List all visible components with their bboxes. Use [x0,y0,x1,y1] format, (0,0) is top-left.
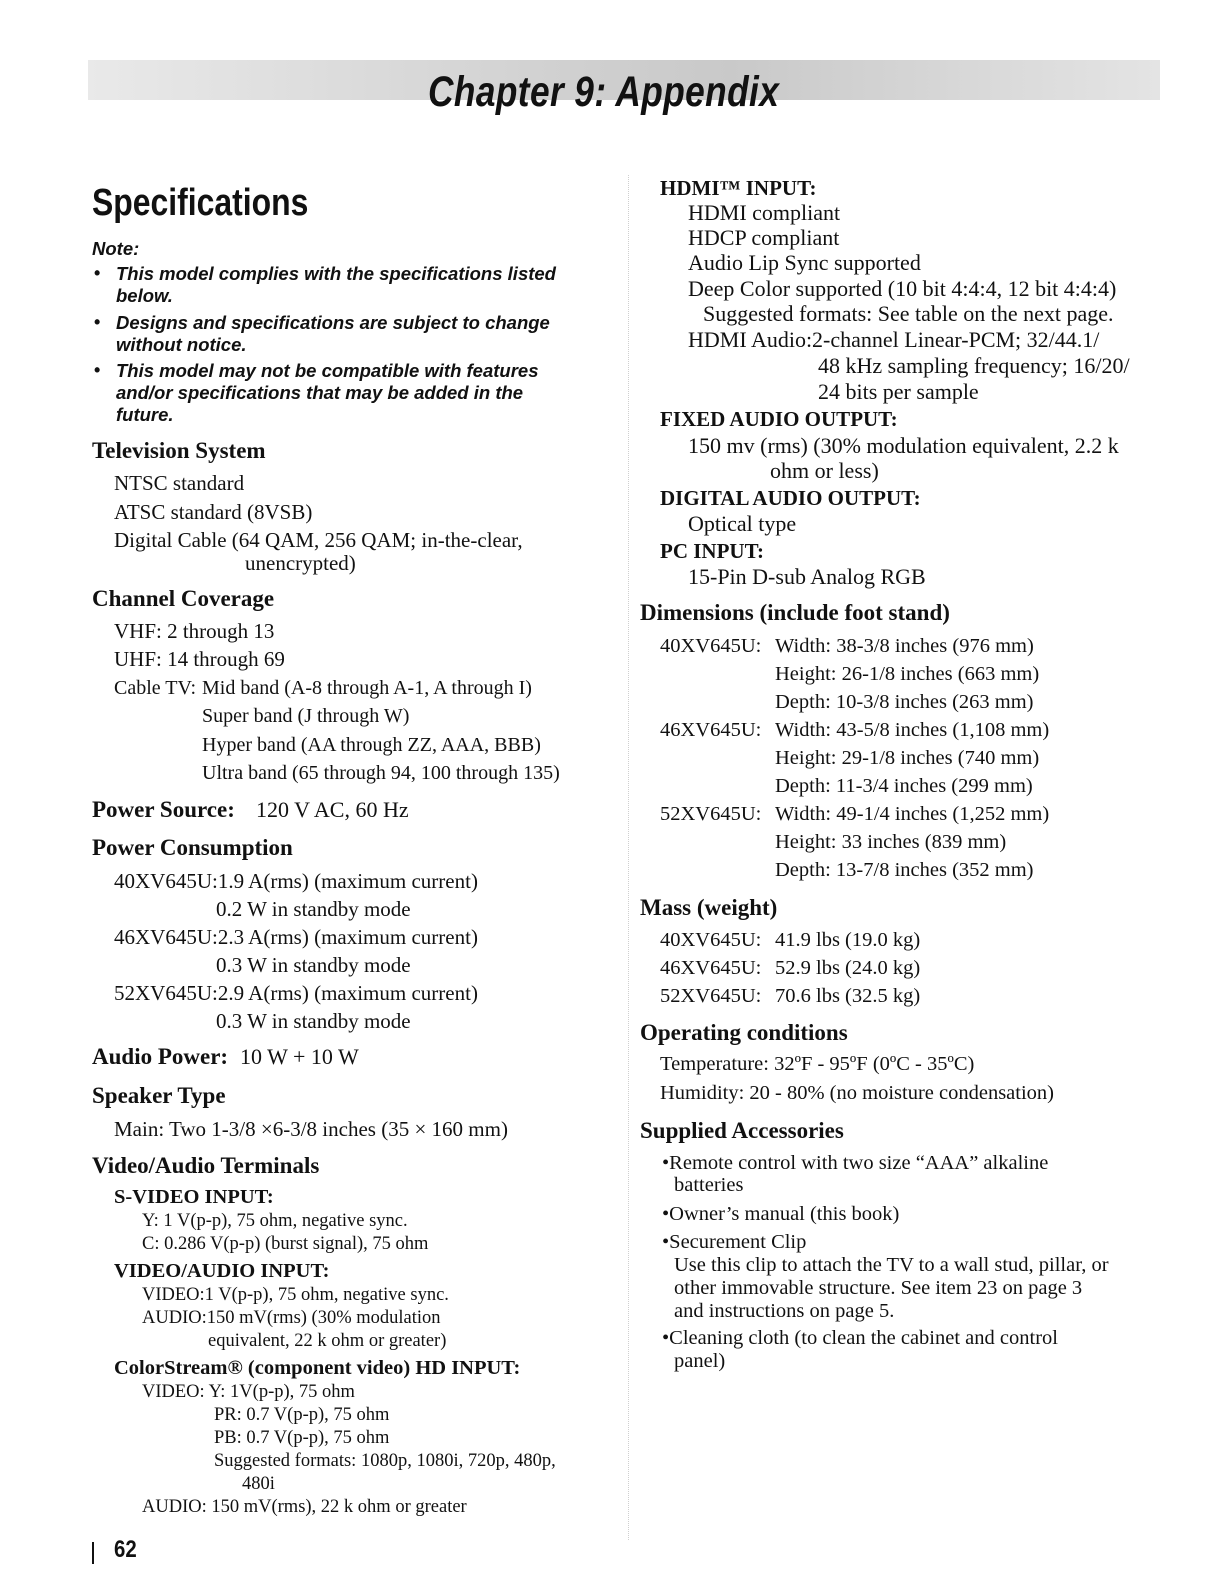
vhf-line: VHF: 2 through 13 [114,619,275,643]
digital-audio-line: Optical type [688,511,797,536]
section-title: Specifications [92,182,309,224]
dimension-line: Depth: 11-3/4 inches (299 mm) [775,775,1033,797]
dimension-line: Depth: 13-7/8 inches (352 mm) [775,859,1034,881]
column-divider [628,175,629,1540]
uhf-line: UHF: 14 through 69 [114,647,285,671]
note-item: This model may not be compatible with features [116,360,539,381]
accessory-line: batteries [674,1174,744,1196]
dimension-model: 52XV645U: [660,803,762,825]
pc-input-line: 15-Pin D-sub Analog RGB [688,564,926,589]
digital-audio-output-heading: DIGITAL AUDIO OUTPUT: [660,486,921,510]
hdmi-line: HDCP compliant [688,225,840,250]
accessory-line: Use this clip to attach the TV to a wall stud, pillar, or [674,1254,1109,1276]
dimension-line: Height: 26-1/8 inches (663 mm) [775,663,1040,685]
terminal-line: AUDIO:150 mV(rms) (30% modulation [142,1308,441,1328]
cable-tv-label: Cable TV: [114,677,197,699]
dimension-model: 46XV645U: [660,719,762,741]
page-number: 62 [114,1536,137,1563]
dimensions-heading: Dimensions (include foot stand) [640,600,950,625]
spec-line: ATSC standard (8VSB) [114,500,313,524]
bullet-dot: • [94,312,101,332]
audio-power-heading: Audio Power: [92,1044,229,1069]
spec-line: Digital Cable (64 QAM, 256 QAM; in-the-clear, [114,528,523,552]
terminal-line: C: 0.286 V(p-p) (burst signal), 75 ohm [142,1234,429,1254]
dimension-line: Width: 49-1/4 inches (1,252 mm) [775,803,1050,825]
mass-model: 40XV645U: [660,929,762,951]
terminals-heading: Video/Audio Terminals [92,1153,320,1178]
dimension-line: Height: 29-1/8 inches (740 mm) [775,747,1040,769]
pc-input-heading: PC INPUT: [660,539,765,563]
operating-line: Temperature: 32ºF - 95ºF (0ºC - 35ºC) [660,1053,975,1075]
terminal-line: AUDIO: 150 mV(rms), 22 k ohm or greater [142,1497,467,1517]
consumption-line: 40XV645U:1.9 A(rms) (maximum current) [114,869,478,893]
channel-coverage-heading: Channel Coverage [92,586,275,611]
terminal-line: Y: 1 V(p-p), 75 ohm, negative sync. [142,1211,408,1231]
video-audio-input-heading: VIDEO/AUDIO INPUT: [114,1260,330,1282]
power-source-heading: Power Source: [92,797,235,822]
chapter-title: Chapter 9: Appendix [428,68,780,116]
accessory-line: •Remote control with two size “AAA” alkaline [662,1152,1049,1174]
supplied-accessories-heading: Supplied Accessories [640,1118,844,1143]
note-item: below. [116,285,173,306]
hdmi-line: HDMI Audio:2-channel Linear-PCM; 32/44.1/ [688,327,1100,352]
speaker-main-line: Main: Two 1-3/8 ×6-3/8 inches (35 × 160 mm) [114,1117,508,1141]
colorstream-input-heading: ColorStream® (component video) HD INPUT: [114,1357,521,1379]
note-item: Designs and specifications are subject to change [116,312,550,333]
speaker-type-heading: Speaker Type [92,1083,226,1108]
hdmi-line: HDMI compliant [688,200,841,225]
consumption-line: 46XV645U:2.3 A(rms) (maximum current) [114,925,478,949]
fixed-audio-line: 150 mv (rms) (30% modulation equivalent, 2.2 k [688,433,1119,458]
hdmi-line: Audio Lip Sync supported [688,250,921,275]
power-consumption-heading: Power Consumption [92,835,293,860]
terminal-line: PB: 0.7 V(p-p), 75 ohm [214,1428,390,1448]
terminal-line: 480i [242,1474,275,1494]
note-item: future. [116,404,174,425]
mass-model: 46XV645U: [660,957,762,979]
hdmi-line: Suggested formats: See table on the next page. [703,301,1114,326]
spec-line: unencrypted) [245,551,356,575]
hdmi-line: 48 kHz sampling frequency; 16/20/ [818,353,1130,378]
accessory-line: •Securement Clip [662,1231,807,1253]
terminal-line: VIDEO: Y: 1V(p-p), 75 ohm [142,1382,355,1402]
consumption-line: 52XV645U:2.9 A(rms) (maximum current) [114,981,478,1005]
consumption-line: 0.3 W in standby mode [216,1009,411,1033]
mass-value: 70.6 lbs (32.5 kg) [775,985,921,1007]
hdmi-line: Deep Color supported (10 bit 4:4:4, 12 bit 4:4:4) [688,276,1117,301]
consumption-line: 0.3 W in standby mode [216,953,411,977]
operating-line: Humidity: 20 - 80% (no moisture condensation) [660,1082,1054,1104]
dimension-line: Height: 33 inches (839 mm) [775,831,1007,853]
hdmi-input-heading: HDMI™ INPUT: [660,176,817,200]
spec-line: NTSC standard [114,471,245,495]
note-item: and/or specifications that may be added in the [116,382,524,403]
accessory-line: other immovable structure. See item 23 on page 3 [674,1277,1083,1299]
dimension-model: 40XV645U: [660,635,762,657]
fixed-audio-line: ohm or less) [770,458,879,483]
cable-band-line: Mid band (A-8 through A-1, A through I) [202,677,532,699]
note-label: Note: [92,238,140,259]
mass-model: 52XV645U: [660,985,762,1007]
terminal-line: PR: 0.7 V(p-p), 75 ohm [214,1405,390,1425]
mass-value: 52.9 lbs (24.0 kg) [775,957,921,979]
dimension-line: Width: 38-3/8 inches (976 mm) [775,635,1034,657]
operating-conditions-heading: Operating conditions [640,1020,848,1045]
tv-system-heading: Television System [92,438,266,463]
note-item: without notice. [116,334,247,355]
accessory-line: and instructions on page 5. [674,1300,895,1322]
accessory-line: panel) [674,1350,726,1372]
mass-value: 41.9 lbs (19.0 kg) [775,929,921,951]
mass-heading: Mass (weight) [640,895,778,920]
terminal-line: equivalent, 22 k ohm or greater) [208,1331,447,1351]
audio-power-value: 10 W + 10 W [240,1044,359,1069]
accessory-line: •Cleaning cloth (to clean the cabinet and control [662,1327,1058,1349]
power-source-value: 120 V AC, 60 Hz [256,797,409,822]
consumption-line: 0.2 W in standby mode [216,897,411,921]
svideo-input-heading: S-VIDEO INPUT: [114,1186,274,1208]
bullet-dot: • [94,263,101,283]
bullet-dot: • [94,360,101,380]
cable-band-line: Hyper band (AA through ZZ, AAA, BBB) [202,734,541,756]
note-item: This model complies with the specifications listed [116,263,556,284]
hdmi-line: 24 bits per sample [818,379,979,404]
accessory-line: •Owner’s manual (this book) [662,1203,900,1225]
dimension-line: Depth: 10-3/8 inches (263 mm) [775,691,1034,713]
terminal-line: Suggested formats: 1080p, 1080i, 720p, 480p, [214,1451,556,1471]
page-number-bar [92,1542,94,1564]
cable-band-line: Ultra band (65 through 94, 100 through 135) [202,762,560,784]
dimension-line: Width: 43-5/8 inches (1,108 mm) [775,719,1050,741]
fixed-audio-output-heading: FIXED AUDIO OUTPUT: [660,407,898,431]
terminal-line: VIDEO:1 V(p-p), 75 ohm, negative sync. [142,1285,449,1305]
cable-band-line: Super band (J through W) [202,705,410,727]
